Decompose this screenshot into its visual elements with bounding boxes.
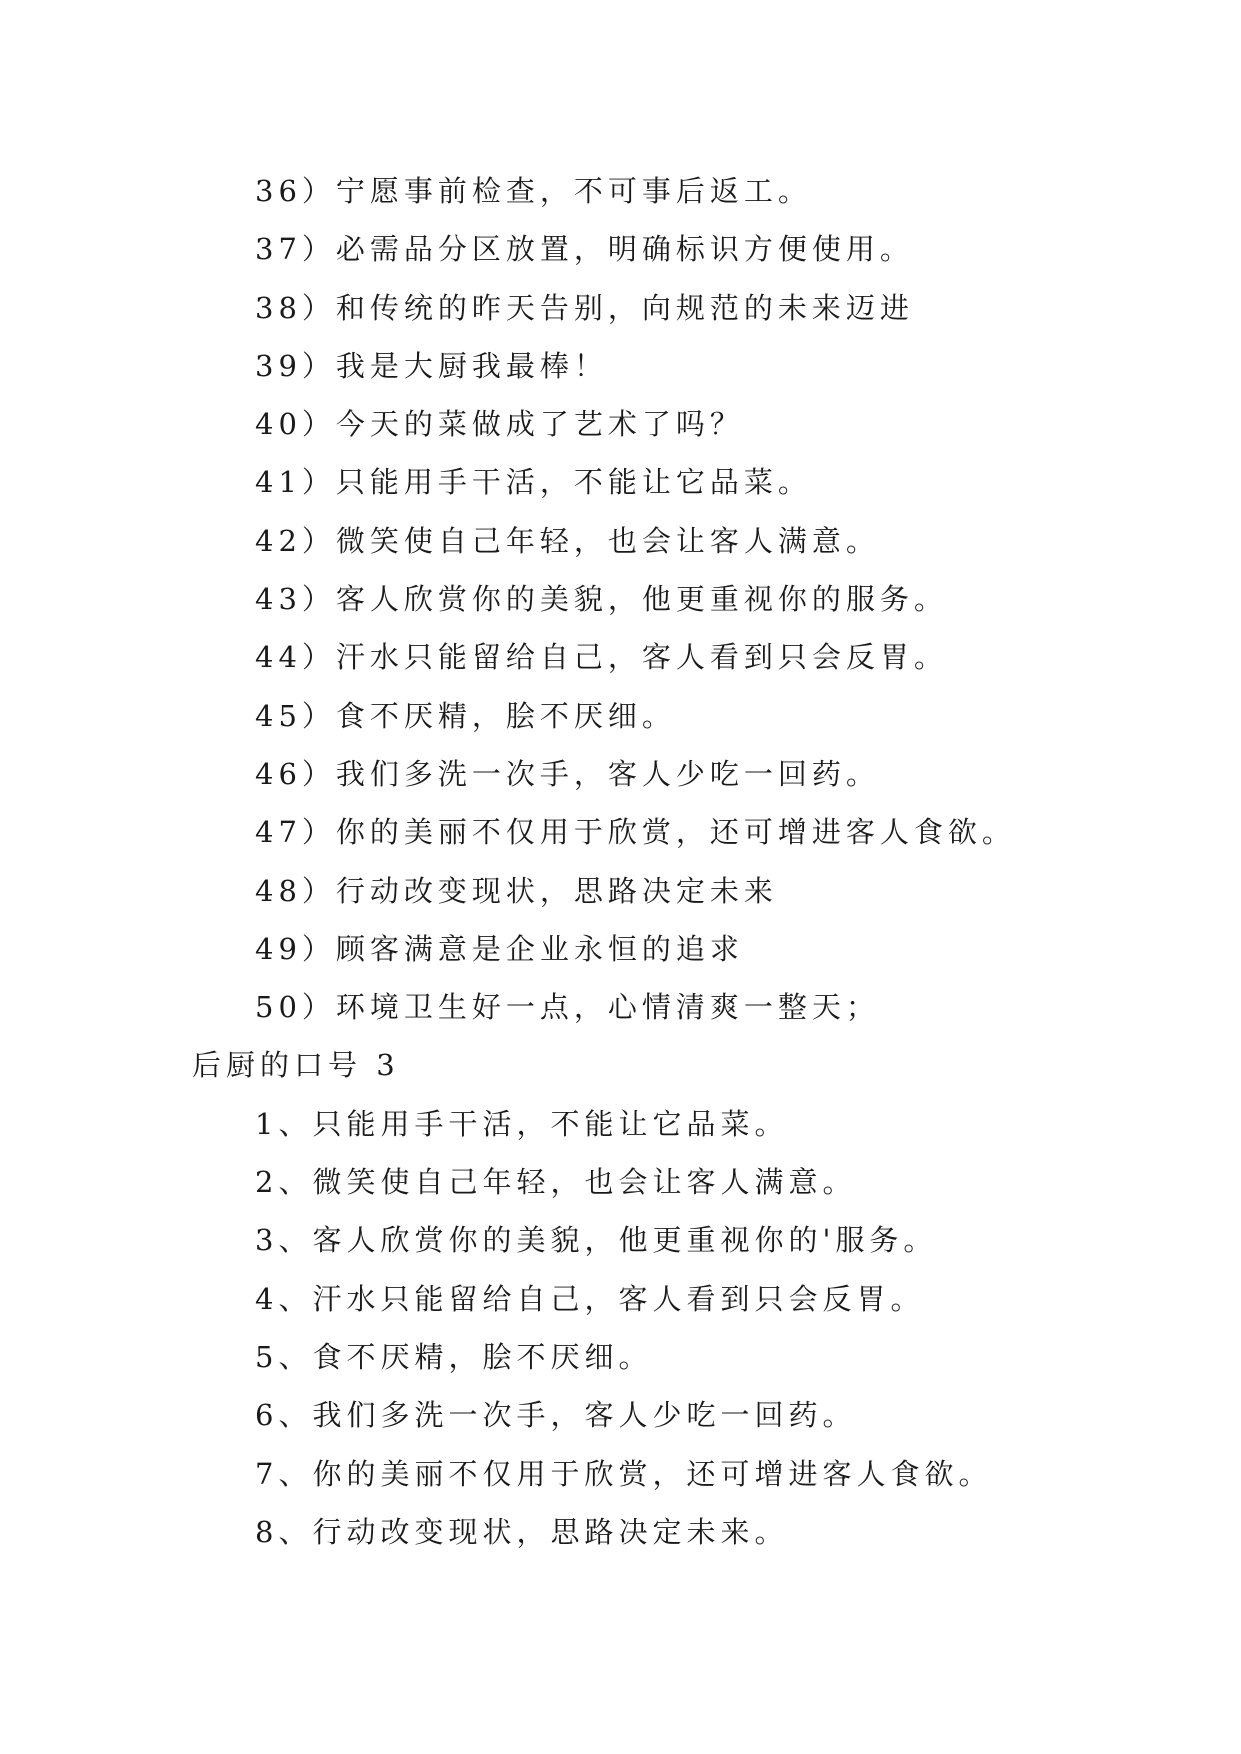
list-item: 43）客人欣赏你的美貌，他更重视你的服务。 xyxy=(255,582,948,617)
list-item: 45）食不厌精，脍不厌细。 xyxy=(255,698,676,733)
list-item: 47）你的美丽不仅用于欣赏，还可增进客人食欲。 xyxy=(255,815,1016,850)
list-item: 36）宁愿事前检查，不可事后返工。 xyxy=(255,174,812,208)
section-list-item: 5、食不厌精，脍不厌细。 xyxy=(255,1339,653,1374)
list-item: 39）我是大厨我最棒！ xyxy=(255,348,608,383)
list-item: 38）和传统的昨天告别，向规范的未来迈进 xyxy=(255,290,914,325)
list-item: 40）今天的菜做成了艺术了吗？ xyxy=(255,407,744,442)
list-item: 41）只能用手干活，不能让它品菜。 xyxy=(255,465,812,500)
section-list-item: 7、你的美丽不仅用于欣赏，还可增进客人食欲。 xyxy=(255,1456,993,1491)
list-item: 49）顾客满意是企业永恒的追求 xyxy=(255,931,744,966)
list-item: 42）微笑使自己年轻，也会让客人满意。 xyxy=(255,523,880,558)
section-list-item: 2、微笑使自己年轻，也会让客人满意。 xyxy=(255,1165,857,1200)
section-list-item: 1、只能用手干活，不能让它品菜。 xyxy=(255,1106,789,1141)
section-list-item: 4、汗水只能留给自己，客人看到只会反胃。 xyxy=(255,1281,925,1316)
document-body xyxy=(0,162,1241,1561)
list-item: 50）环境卫生好一点，心情清爽一整天； xyxy=(255,990,880,1025)
list-item: 37）必需品分区放置，明确标识方便使用。 xyxy=(255,232,914,267)
section-list-item: 8、行动改变现状，思路决定未来。 xyxy=(255,1514,789,1549)
section-heading: 后厨的口号 3 xyxy=(192,1048,400,1083)
section-list-item: 6、我们多洗一次手，客人少吃一回药。 xyxy=(255,1398,857,1433)
list-item: 46）我们多洗一次手，客人少吃一回药。 xyxy=(255,756,880,791)
section-list-item: 3、客人欣赏你的美貌，他更重视你的'服务。 xyxy=(255,1223,938,1258)
list-item: 48）行动改变现状，思路决定未来 xyxy=(255,873,778,908)
list-item: 44）汗水只能留给自己，客人看到只会反胃。 xyxy=(255,640,948,675)
